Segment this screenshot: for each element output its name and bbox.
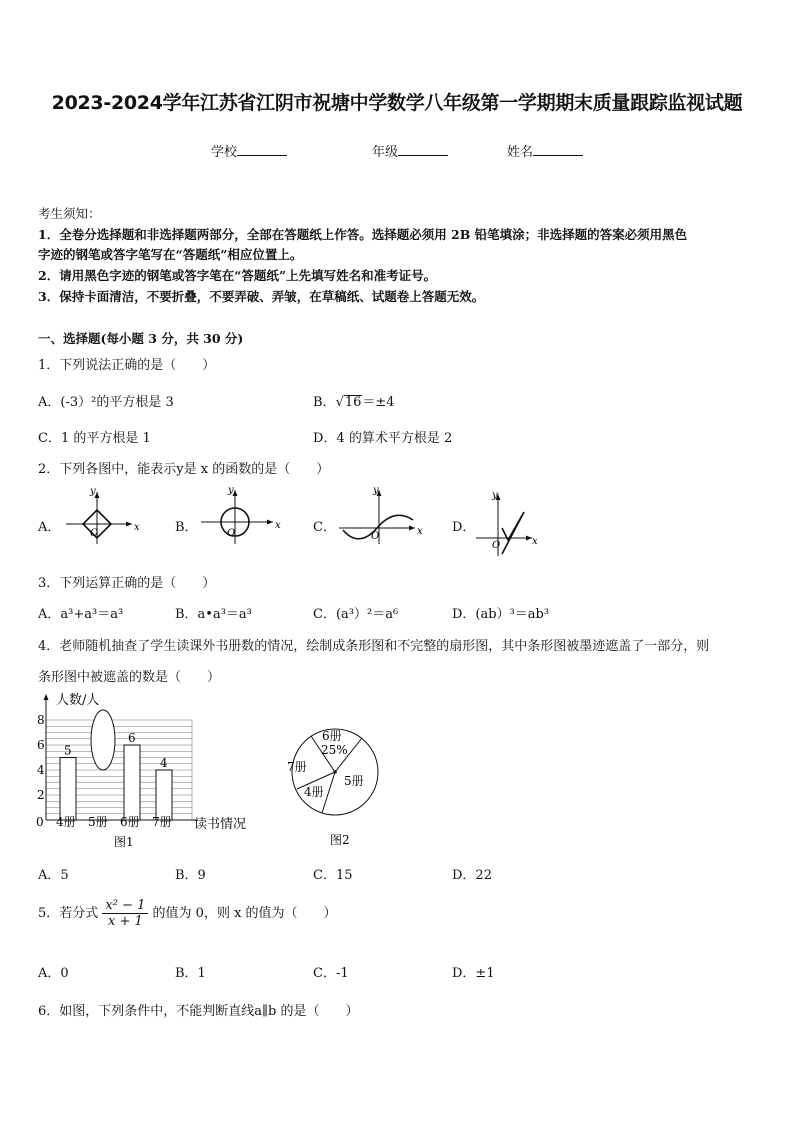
grade-field[interactable] [372, 141, 448, 160]
q2-a-origin: O [90, 528, 99, 539]
bar-data-label: 6 [128, 731, 136, 745]
y-tick-label: 8 [37, 713, 45, 727]
notice-heading: 考生须知： [38, 206, 101, 221]
q3-option-c[interactable]: C．(a³）²＝a⁶ [313, 607, 399, 622]
q5-stem-suffix: 的值为 0，则 x 的值为（ ） [152, 906, 337, 921]
q3-option-b[interactable]: B．a•a³＝a³ [175, 607, 252, 622]
school-label: 学校 [211, 145, 238, 160]
q2-b-x-label: x [275, 520, 281, 531]
bar-y-arrow [44, 694, 49, 700]
q4-fig2-caption: 图2 [330, 833, 350, 847]
q2-d-y-label: y [492, 490, 498, 501]
name-blank[interactable] [533, 143, 583, 156]
q2-option-b-label[interactable]: B． [175, 520, 198, 535]
q1-option-b-prefix: B． [313, 395, 336, 410]
q2-graph-a[interactable] [60, 484, 150, 546]
grade-blank[interactable] [398, 143, 448, 156]
q2-a-y-label: y [90, 486, 96, 497]
q3-option-a[interactable]: A．a³+a³＝a³ [38, 607, 124, 622]
q2-graph-d[interactable] [472, 488, 552, 558]
ink-blot [91, 710, 115, 770]
q2-d-x-label: x [532, 536, 538, 547]
pie-slice-6: 6册 [322, 729, 342, 743]
q5-option-d[interactable]: D．±1 [452, 966, 495, 981]
q4-option-d[interactable]: D．22 [452, 868, 492, 883]
q5-denominator: x + 1 [108, 914, 143, 929]
pie-slice-6-pct: 25% [321, 743, 348, 757]
q5-option-b[interactable]: B．1 [175, 966, 206, 981]
bar-6册 [124, 745, 140, 820]
q1-option-b[interactable] [313, 391, 395, 410]
notice-item-3: 3．保持卡面清洁，不要折叠，不要弄破、弄皱，在草稿纸、试题卷上答题无效。 [38, 289, 485, 304]
q6-stem: 6．如图，下列条件中，不能判断直线a∥b 的是（ ） [38, 1004, 359, 1019]
school-field[interactable] [211, 141, 287, 160]
sqrt-sign: √ [335, 395, 344, 410]
grade-label: 年级 [372, 145, 399, 160]
notice-item-1: 1．全卷分选择题和非选择题两部分，全部在答题纸上作答。选择题必须用 2B 铅笔填涂；非选择题的答案必须用黑色 [38, 227, 688, 242]
q1-option-a[interactable]: A．(-3）²的平方根是 3 [38, 395, 174, 410]
q4-option-b[interactable]: B．9 [175, 868, 206, 883]
q1-option-b-radicand: 16 [344, 395, 362, 410]
q2-b-y-label: y [228, 485, 234, 496]
bar-data-label: 5 [64, 743, 72, 758]
q4-stem-line1: 4．老师随机抽查了学生读课外书册数的情况，绘制成条形图和不完整的扇形图，其中条形图被墨迹遮盖了一部分，则 [38, 639, 710, 654]
q2-option-a-label[interactable]: A． [38, 520, 61, 535]
q4-bar-chart [30, 690, 270, 855]
q2-option-c-label[interactable]: C． [313, 520, 336, 535]
q2-graph-b[interactable] [197, 484, 287, 546]
q2-c-y-label: y [373, 485, 379, 496]
q1-option-c[interactable]: C．1 的平方根是 1 [38, 431, 151, 446]
q2-b-origin: O [227, 528, 236, 539]
school-blank[interactable] [237, 143, 287, 156]
notice-item-1-cont: 字迹的钢笔或答字笔写在“答题纸”相应位置上。 [38, 247, 303, 262]
q2-c-x-label: x [417, 526, 423, 537]
q2-option-d-label[interactable]: D． [452, 520, 476, 535]
x-category-label: 6册 [120, 815, 140, 829]
bar-data-label: 4 [160, 756, 168, 770]
y-tick-label: 4 [37, 763, 45, 777]
bar-4册 [60, 758, 76, 821]
q2-d-origin: O [492, 540, 501, 551]
page-title: 2023-2024学年江苏省江阴市祝塘中学数学八年级第一学期期末质量跟踪监视试题 [51, 92, 743, 114]
x-category-label: 5册 [88, 815, 108, 829]
y-tick-label: 0 [36, 815, 44, 829]
pie-divider-4 [322, 772, 335, 813]
section-title: 一、选择题(每小题 3 分，共 30 分) [38, 331, 244, 346]
q5-option-c[interactable]: C．-1 [313, 966, 349, 981]
x-category-label: 7册 [152, 815, 172, 829]
q1-option-d[interactable]: D．4 的算术平方根是 2 [313, 431, 453, 446]
name-label: 姓名 [507, 145, 534, 160]
q1-stem: 1．下列说法正确的是（ ） [38, 358, 216, 373]
q4-stem-line2: 条形图中被遮盖的数是（ ） [38, 670, 221, 685]
bar-y-label: 人数/人 [56, 693, 100, 708]
q3-stem: 3．下列运算正确的是（ ） [38, 576, 216, 591]
q5-option-a[interactable]: A．0 [38, 966, 69, 981]
y-tick-label: 6 [37, 738, 45, 752]
x-category-label: 4册 [56, 815, 76, 829]
q4-pie-chart [280, 722, 390, 852]
pie-center [333, 770, 337, 774]
name-field[interactable] [507, 141, 583, 160]
q5-stem-prefix: 5．若分式 [38, 906, 99, 921]
q2-graph-c[interactable] [335, 484, 430, 546]
q5-stem [38, 898, 337, 929]
pie-slice-7: 7册 [287, 760, 307, 774]
y-tick-label: 2 [37, 788, 45, 802]
q2-stem: 2．下列各图中，能表示y是 x 的函数的是（ ） [38, 462, 330, 477]
q2-c-origin: O [371, 531, 380, 542]
q1-option-b-suffix: ＝±4 [362, 395, 395, 410]
q5-numerator: x² − 1 [102, 898, 148, 914]
q4-option-a[interactable]: A．5 [38, 868, 69, 883]
q4-option-c[interactable]: C．15 [313, 868, 353, 883]
bar-7册 [156, 770, 172, 820]
q4-fig1-caption: 图1 [114, 835, 134, 849]
pie-slice-4: 4册 [304, 785, 324, 799]
q5-fraction [102, 898, 148, 929]
q3-option-d[interactable]: D．(ab）³＝ab³ [452, 607, 550, 622]
pie-slice-5: 5册 [344, 774, 364, 788]
notice-item-2: 2．请用黑色字迹的钢笔或答字笔在“答题纸”上先填写姓名和准考证号。 [38, 268, 437, 283]
bar-x-label: 读书情况 [194, 817, 247, 832]
q2-a-x-label: x [134, 522, 140, 533]
